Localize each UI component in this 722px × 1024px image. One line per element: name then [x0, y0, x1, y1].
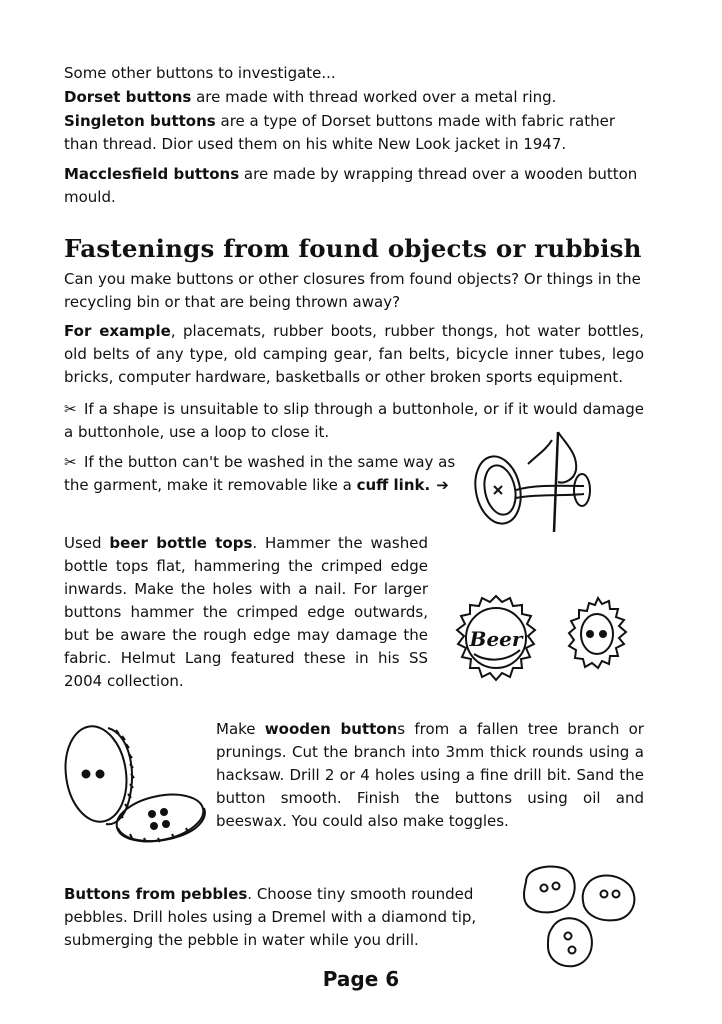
beer-term: beer bottle tops	[109, 534, 253, 552]
arrow-right-icon: ➔	[436, 476, 449, 494]
beer-pre: Used	[64, 534, 110, 552]
dorset-paragraph	[64, 86, 664, 109]
pebble-buttons-illustration	[518, 862, 642, 970]
pebbles-text: . Choose tiny smooth rounded pebbles. Drill holes using a Dremel with a diamond tip, submerging the pebble in water while you drill.	[64, 885, 477, 949]
beer-paragraph	[64, 532, 428, 693]
wooden-buttons-illustration	[60, 720, 210, 850]
wooden-paragraph	[216, 718, 644, 833]
wooden-term: wooden button	[264, 720, 398, 738]
tip-cufflink-text: If the button can't be washed in the same way as the garment, make it removable like a	[64, 453, 456, 494]
pebbles-paragraph	[64, 883, 488, 952]
pebbles-term: Buttons from pebbles	[64, 885, 248, 903]
macclesfield-text: are made by wrapping thread over a wooden button mould.	[64, 165, 638, 206]
cufflink-illustration	[466, 424, 596, 536]
example-term: For example	[64, 322, 171, 340]
beer-text: . Hammer the washed bottle tops flat, hammering the crimped edge inwards. Make the holes with a nail. For larger buttons hammer the crimped edge outwards, but be aware the rough edge may damage the fabric. Helmut Lang featured these in his SS 2004 collection.	[64, 534, 429, 690]
example-text: , placemats, rubber boots, rubber thongs, hot water bottles, old belts of any type, old camping gear, fan belts, bicycle inner tubes, lego bricks, computer hardware, basketballs or other broken sports equipment.	[64, 322, 644, 386]
page-number: Page 6	[322, 967, 400, 991]
cufflink-term: cuff link.	[356, 476, 431, 494]
dorset-term: Dorset buttons	[64, 88, 192, 106]
scissors-icon: ✂	[64, 453, 77, 471]
singleton-term: Singleton buttons	[64, 112, 216, 130]
macclesfield-term: Macclesfield buttons	[64, 165, 240, 183]
example-paragraph	[64, 320, 644, 389]
question-paragraph: Can you make buttons or other closures from found objects? Or things in the recycling bin or that are being thrown away?	[64, 270, 641, 311]
tip-loop-text: If a shape is unsuitable to slip through a buttonhole, or if it would damage a buttonhole, use a loop to close it.	[64, 400, 644, 441]
macclesfield-paragraph	[64, 163, 654, 209]
bottle-caps-illustration	[446, 592, 636, 692]
singleton-text: are a type of Dorset buttons made with fabric rather than thread. Dior used them on his white New Look jacket in 1947.	[64, 112, 616, 153]
wooden-pre: Make	[216, 720, 265, 738]
singleton-paragraph	[64, 110, 636, 156]
wooden-text: s from a fallen tree branch or prunings. Cut the branch into 3mm thick rounds using a hacksaw. Drill 2 or 4 holes using a fine drill bit. Sand the button smooth. Finish the buttons using oil and beeswax. You could also make toggles.	[216, 720, 644, 830]
intro-line: Some other buttons to investigate...	[64, 64, 336, 82]
tip-cufflink-paragraph	[64, 451, 464, 497]
dorset-text: are made with thread worked over a metal ring.	[191, 88, 557, 106]
section-heading: Fastenings from found objects or rubbish	[64, 234, 642, 263]
scissors-icon: ✂	[64, 400, 77, 418]
beer-cap-lettering: Beer	[469, 627, 523, 651]
